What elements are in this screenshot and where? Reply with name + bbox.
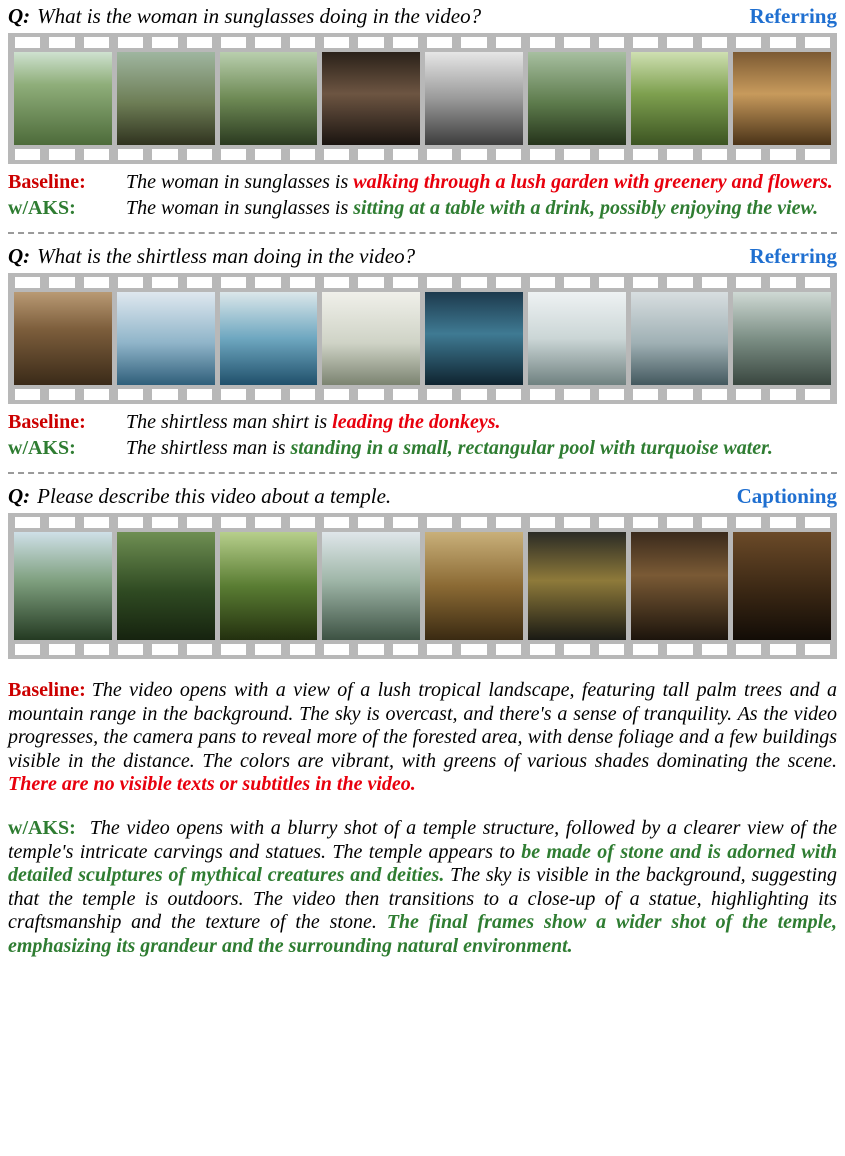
task-tag: Referring bbox=[749, 4, 837, 28]
video-frame bbox=[528, 52, 626, 145]
video-frame bbox=[117, 532, 215, 640]
example-section-captioning bbox=[8, 484, 837, 959]
answer-highlight: walking through a lush garden with greenery and flowers. bbox=[353, 171, 833, 193]
answer-highlight: There are no visible texts or subtitles in the video. bbox=[8, 773, 416, 796]
answer-baseline bbox=[8, 410, 837, 434]
answer-aks bbox=[8, 196, 837, 220]
answer-plain: The woman in sunglasses is bbox=[126, 197, 354, 219]
video-frame bbox=[220, 532, 318, 640]
video-frame bbox=[322, 292, 420, 385]
answer-label-baseline: Baseline: bbox=[8, 411, 86, 433]
question-row bbox=[8, 244, 837, 269]
video-frame bbox=[733, 52, 831, 145]
answer-paragraph-baseline bbox=[8, 679, 837, 797]
answers bbox=[8, 410, 837, 460]
video-frame bbox=[631, 292, 729, 385]
answer-text-aks bbox=[126, 196, 837, 220]
video-frame bbox=[425, 532, 523, 640]
video-frame bbox=[425, 52, 523, 145]
question-left bbox=[8, 5, 481, 27]
video-frame bbox=[322, 52, 420, 145]
video-frame bbox=[14, 292, 112, 385]
answer-plain: The shirtless man is bbox=[126, 437, 291, 459]
question-row bbox=[8, 484, 837, 509]
video-frame bbox=[117, 292, 215, 385]
question-label: Q: bbox=[8, 484, 31, 508]
answer-plain-mid: The sky is visible in the background, suggesting that the temple is outdoors. The video then transitions to a close-up of a statue, highlighting its craftsmanship and the texture of the stone. bbox=[8, 864, 837, 934]
film-perforations-bottom bbox=[8, 640, 837, 659]
question-row bbox=[8, 4, 837, 29]
answer-highlight-2: The final frames show a wider shot of the temple, emphasizing its grandeur and the surrounding natural environment. bbox=[8, 911, 838, 957]
video-frames bbox=[8, 52, 837, 145]
answer-plain: The shirtless man shirt is bbox=[126, 411, 333, 433]
answer-paragraph-aks bbox=[8, 817, 837, 959]
video-frame bbox=[425, 292, 523, 385]
answer-aks bbox=[8, 436, 837, 460]
answer-plain: The woman in sunglasses is bbox=[126, 171, 354, 193]
film-perforations-top bbox=[8, 33, 837, 52]
answer-label-aks: w/AKS: bbox=[8, 816, 76, 839]
filmstrip bbox=[8, 33, 837, 164]
film-perforations-bottom bbox=[8, 145, 837, 164]
video-frame bbox=[631, 52, 729, 145]
answer-label-aks: w/AKS: bbox=[8, 197, 76, 219]
answer-plain: The video opens with a blurry shot of a temple structure, followed by a clearer view of the temple's intricate carvings and statues. The temple appears to bbox=[8, 816, 837, 863]
answer-highlight: sitting at a table with a drink, possibly enjoying the view. bbox=[353, 197, 819, 219]
video-frame bbox=[322, 532, 420, 640]
film-perforations-top bbox=[8, 273, 837, 292]
answer-highlight: standing in a small, rectangular pool with turquoise water. bbox=[290, 437, 773, 459]
task-tag: Captioning bbox=[736, 484, 837, 508]
answer-text-baseline bbox=[126, 170, 837, 194]
film-perforations-top bbox=[8, 513, 837, 532]
video-frame bbox=[528, 532, 626, 640]
video-frame bbox=[117, 52, 215, 145]
answer-text-baseline bbox=[126, 410, 837, 434]
example-section-referring-1 bbox=[8, 4, 837, 220]
question-label: Q: bbox=[8, 244, 31, 268]
question-label: Q: bbox=[8, 4, 31, 28]
video-frame bbox=[220, 52, 318, 145]
video-frame bbox=[733, 532, 831, 640]
task-tag: Referring bbox=[749, 244, 837, 268]
answer-plain: The video opens with a view of a lush tropical landscape, featuring tall palm trees and a mountain range in the background. The sky is overcast, and there's a sense of tranquility. As the video progresses, the camera pans to reveal more of the forested area, with dense foliage and a few buildings visible in the distance. The colors are vibrant, with greens of various shades dominating the scene. bbox=[8, 679, 837, 772]
answers bbox=[8, 170, 837, 220]
video-frame bbox=[14, 532, 112, 640]
example-section-referring-2 bbox=[8, 244, 837, 460]
answers bbox=[8, 679, 837, 959]
answer-baseline bbox=[8, 170, 837, 194]
video-frames bbox=[8, 292, 837, 385]
answer-highlight: leading the donkeys. bbox=[332, 411, 501, 433]
video-frames bbox=[8, 532, 837, 640]
question-left bbox=[8, 245, 415, 267]
video-frame bbox=[631, 532, 729, 640]
video-frame bbox=[14, 52, 112, 145]
question-left bbox=[8, 485, 391, 507]
answer-label-aks: w/AKS: bbox=[8, 437, 76, 459]
question-text: What is the woman in sunglasses doing in the video? bbox=[37, 4, 482, 28]
video-frame bbox=[220, 292, 318, 385]
answer-highlight: be made of stone and is adorned with detailed sculptures of mythical creatures and deities. bbox=[8, 840, 837, 887]
answer-label-baseline: Baseline: bbox=[8, 171, 86, 193]
question-text: Please describe this video about a temple. bbox=[37, 484, 392, 508]
filmstrip bbox=[8, 273, 837, 404]
film-perforations-bottom bbox=[8, 385, 837, 404]
filmstrip bbox=[8, 513, 837, 659]
section-divider bbox=[8, 232, 837, 234]
answer-label-baseline: Baseline: bbox=[8, 679, 86, 701]
question-text: What is the shirtless man doing in the video? bbox=[37, 244, 416, 268]
section-divider bbox=[8, 472, 837, 474]
video-frame bbox=[528, 292, 626, 385]
video-frame bbox=[733, 292, 831, 385]
answer-text-aks bbox=[126, 436, 837, 460]
